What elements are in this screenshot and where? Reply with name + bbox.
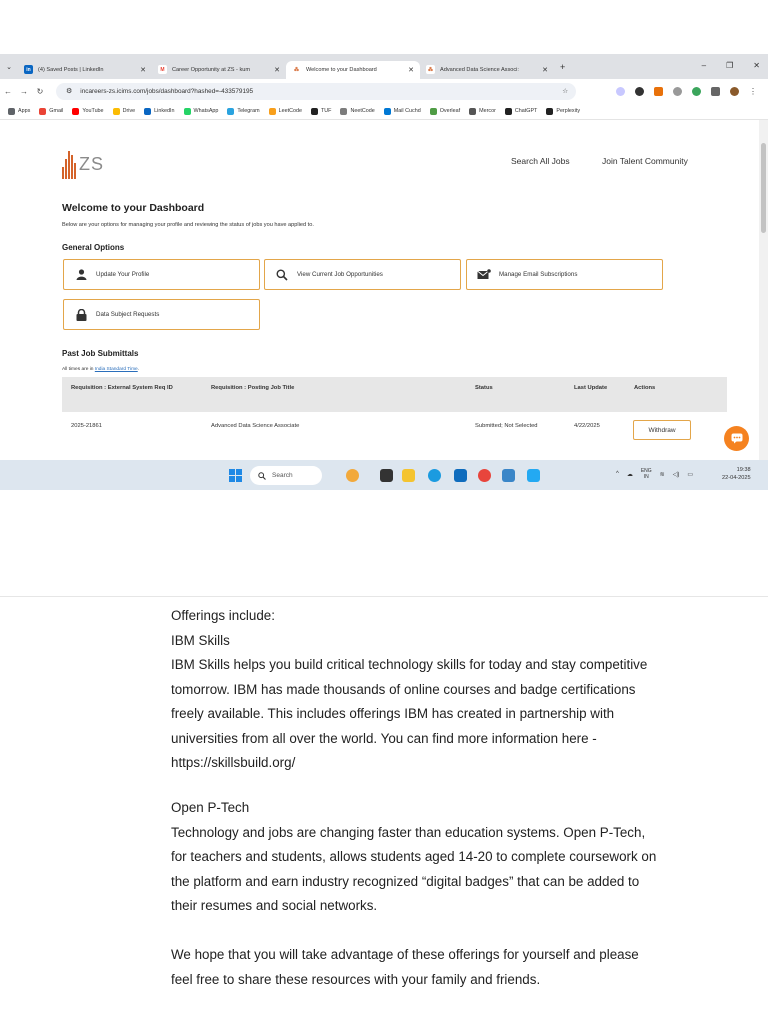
region-text: IN	[643, 474, 649, 480]
tab-label: Advanced Data Science Associ:	[440, 66, 519, 73]
column-job-title: Requisition : Posting Job Title	[211, 385, 295, 391]
bookmark-favicon-icon	[269, 108, 276, 115]
lang-text: ENG	[640, 468, 652, 474]
tab-label: (4) Saved Posts | LinkedIn	[38, 66, 104, 73]
close-icon[interactable]: ✕	[140, 66, 146, 74]
email-text-line: for teachers and students, allows students aged 14-20 to complete coursework on	[171, 849, 657, 864]
bookmark-favicon-icon	[505, 108, 512, 115]
bookmark-label: LeetCode	[278, 108, 302, 114]
bookmark-label: Perplexity	[556, 108, 581, 114]
widgets-icon[interactable]	[346, 469, 359, 482]
bookmark-tuf[interactable]	[311, 108, 331, 115]
close-icon[interactable]: ✕	[408, 66, 414, 74]
withdraw-button[interactable]: Withdraw	[633, 420, 691, 440]
chrome-icon[interactable]	[478, 469, 491, 482]
bookmark-label: LinkedIn	[154, 108, 175, 114]
bookmark-mercor[interactable]	[469, 108, 496, 115]
timezone-link[interactable]: India Standard Time	[94, 367, 138, 372]
restore-icon[interactable]: ❐	[726, 61, 734, 70]
bookmark-favicon-icon	[430, 108, 437, 115]
taskbar-search-label: Search	[272, 472, 293, 479]
search-icon	[258, 472, 266, 480]
email-text-line: Offerings include:	[171, 608, 275, 623]
bookmark-label: TUF	[320, 108, 332, 114]
general-options-heading: General Options	[62, 243, 125, 252]
extension-icon[interactable]	[616, 87, 625, 96]
tz-prefix: All times are in	[62, 367, 95, 372]
bookmark-chatgpt[interactable]	[505, 108, 537, 115]
data-subject-requests-button[interactable]	[63, 299, 260, 330]
email-text-line: freely available. This includes offerings IBM has created in partnership with	[171, 706, 615, 721]
volume-icon[interactable]: ◁)	[672, 471, 680, 478]
bookmark-drive[interactable]	[113, 108, 136, 115]
option-label: Data Subject Requests	[96, 311, 160, 318]
update-profile-button[interactable]	[63, 259, 260, 290]
bookmark-favicon-icon	[39, 108, 46, 115]
extension-icon[interactable]	[673, 87, 682, 96]
skillsbuild-link[interactable]: https://skillsbuild.org/	[171, 755, 296, 770]
clock-date: 22-04-2025	[722, 474, 751, 481]
page-scrollbar[interactable]	[759, 120, 768, 460]
scrollbar-thumb[interactable]	[761, 143, 766, 233]
past-submittals-heading: Past Job Submittals	[62, 349, 139, 358]
bookmark-whatsapp[interactable]	[184, 108, 219, 115]
bookmark-favicon-icon	[546, 108, 553, 115]
bookmark-label: ChatGPT	[514, 108, 538, 114]
join-talent-community-link[interactable]: Join Talent Community	[602, 156, 688, 166]
tab-label: Career Opportunity at ZS - kum	[172, 66, 251, 73]
bookmark-favicon-icon	[144, 108, 151, 115]
timezone-note	[62, 367, 139, 372]
gmail-icon: M	[158, 65, 167, 74]
user-icon	[74, 269, 88, 280]
bookmark-apps[interactable]	[8, 108, 30, 115]
email-text-line: the platform and earn industry recognized “digital badges” that can be added to	[171, 873, 640, 889]
manage-email-button[interactable]	[466, 259, 663, 290]
tab-linkedin[interactable]	[18, 61, 152, 79]
zs-logo[interactable]	[62, 149, 104, 179]
menu-kebab-icon[interactable]: ⋮	[749, 86, 757, 96]
bookmark-mail-cuchd[interactable]	[384, 108, 421, 115]
close-icon[interactable]: ✕	[542, 66, 548, 74]
row-status: Submitted; Not Selected	[475, 423, 538, 429]
close-icon[interactable]: ✕	[274, 66, 280, 74]
bookmark-favicon-icon	[72, 108, 79, 115]
zs-favicon-icon: ⁂	[294, 66, 299, 73]
email-text-line: universities from all over the world. You can find more information here -	[171, 730, 597, 746]
url-text: incareers-zs.icims.com/jobs/dashboard?hashed=-433579195	[80, 87, 254, 95]
extension-icon[interactable]	[654, 87, 663, 96]
email-text-line: feel free to share these resources with your family and friends.	[171, 971, 541, 987]
bookmark-neetcode[interactable]	[340, 108, 374, 115]
option-label: Update Your Profile	[96, 271, 150, 278]
app-icon[interactable]	[502, 469, 515, 482]
bookmark-label: Telegram	[237, 108, 260, 114]
wifi-icon[interactable]: ≋	[659, 471, 665, 478]
row-job-title: Advanced Data Science Associate	[211, 423, 300, 429]
bookmark-overleaf[interactable]	[430, 108, 460, 115]
language-indicator[interactable]	[641, 468, 652, 480]
bookmark-label: Mail Cuchd	[393, 108, 421, 114]
task-view-icon[interactable]	[380, 469, 393, 482]
email-text-line: Open P-Tech	[171, 800, 250, 815]
bookmark-favicon-icon	[8, 108, 15, 115]
bookmark-favicon-icon	[184, 108, 191, 115]
minimize-icon[interactable]: –	[701, 61, 707, 70]
windows-start-icon[interactable]	[229, 469, 242, 482]
chat-widget-button[interactable]	[724, 426, 749, 451]
email-text-line: IBM Skills	[171, 632, 230, 648]
system-tray	[616, 468, 693, 480]
option-label: Manage Email Subscriptions	[499, 271, 578, 278]
submittals-table-header	[62, 377, 727, 412]
tab-bar	[0, 54, 768, 79]
extensions	[616, 87, 757, 96]
chevron-up-icon[interactable]: ^	[616, 471, 619, 477]
email-text-line: tomorrow. IBM has made thousands of online courses and badge certifications	[171, 681, 636, 697]
bookmark-favicon-icon	[340, 108, 347, 115]
tab-advanced-ds[interactable]	[420, 61, 554, 79]
bookmark-perplexity[interactable]	[546, 108, 580, 115]
tab-dashboard[interactable]	[286, 61, 420, 79]
row-last-update: 4/22/2025	[574, 423, 600, 429]
bookmark-gmail[interactable]	[39, 108, 63, 115]
system-clock[interactable]	[722, 467, 751, 483]
tab-search-icon[interactable]: ⌄	[6, 63, 12, 71]
new-tab-button[interactable]: +	[560, 61, 566, 72]
page-title: Welcome to your Dashboard	[62, 202, 205, 214]
address-bar-row	[0, 79, 768, 103]
forward-icon[interactable]: →	[20, 86, 28, 96]
bookmark-favicon-icon	[227, 108, 234, 115]
bookmarks-bar	[0, 103, 768, 120]
bookmark-label: Overleaf	[439, 108, 461, 114]
battery-icon[interactable]: ▭	[687, 471, 693, 478]
screenshot-frame	[0, 54, 768, 490]
zs-logo-mark	[62, 149, 76, 179]
row-req-id: 2025-21861	[71, 423, 102, 429]
back-icon[interactable]: ←	[4, 86, 12, 96]
bookmark-label: Drive	[122, 108, 136, 114]
mail-icon	[477, 269, 491, 280]
extensions-puzzle-icon[interactable]	[711, 87, 720, 96]
extension-icon[interactable]	[635, 87, 644, 96]
column-req-id: Requisition : External System Req ID	[71, 385, 173, 391]
column-actions: Actions	[634, 385, 656, 391]
column-last-update: Last Update	[574, 385, 608, 391]
vscode-icon[interactable]	[527, 469, 540, 482]
linkedin-icon: in	[24, 65, 33, 74]
outlook-icon[interactable]	[454, 469, 467, 482]
file-explorer-icon[interactable]	[402, 469, 415, 482]
site-info-icon[interactable]: ⚙	[66, 88, 73, 95]
bookmark-linkedin[interactable]	[144, 108, 174, 115]
bookmark-favicon-icon	[113, 108, 120, 115]
bookmark-label: Gmail	[49, 108, 64, 114]
tray-app-icon[interactable]: ☁	[626, 471, 633, 478]
view-jobs-button[interactable]	[264, 259, 461, 290]
bookmark-label: Apps	[18, 108, 31, 114]
tab-label: Welcome to your Dashboard	[306, 66, 377, 73]
extension-icon[interactable]	[692, 87, 701, 96]
zs-logo-text: ZS	[78, 153, 104, 174]
search-icon	[275, 269, 289, 281]
email-text-line: their resumes and social networks.	[171, 898, 378, 913]
tab-career-opportunity[interactable]	[152, 61, 286, 79]
bookmark-label: Mercor	[479, 108, 496, 114]
option-label: View Current Job Opportunities	[297, 271, 383, 278]
windows-taskbar	[0, 460, 768, 490]
column-status: Status	[475, 385, 493, 391]
bookmark-youtube[interactable]	[72, 108, 103, 115]
bookmark-favicon-icon	[469, 108, 476, 115]
search-all-jobs-link[interactable]: Search All Jobs	[511, 156, 570, 166]
bookmark-favicon-icon	[384, 108, 391, 115]
bookmark-star-icon[interactable]: ☆	[562, 88, 568, 95]
edge-icon[interactable]	[428, 469, 441, 482]
bookmark-label: WhatsApp	[193, 108, 219, 114]
intro-text: Below are your options for managing your profile and reviewing the status of jobs you have applied to.	[62, 222, 314, 228]
tz-suffix: .	[137, 367, 140, 372]
bookmark-telegram[interactable]	[227, 108, 259, 115]
zs-favicon-icon: ⁂	[428, 66, 433, 73]
clock-time: 19:38	[736, 467, 751, 473]
email-text-line: Technology and jobs are changing faster than education systems. Open P-Tech,	[171, 824, 646, 840]
email-text-line: We hope that you will take advantage of these offerings for yourself and please	[171, 947, 639, 962]
section-divider	[0, 596, 768, 597]
chat-icon	[731, 433, 743, 444]
taskbar-search[interactable]	[250, 466, 322, 485]
bookmark-favicon-icon	[311, 108, 318, 115]
bookmark-leetcode[interactable]	[269, 108, 302, 115]
profile-avatar[interactable]	[730, 87, 739, 96]
bookmark-label: NeetCode	[350, 108, 375, 114]
url-bar[interactable]	[56, 83, 576, 100]
bookmark-label: YouTube	[82, 108, 104, 114]
close-window-icon[interactable]: ✕	[753, 61, 760, 70]
email-text-line: IBM Skills helps you build critical technology skills for today and stay competitive	[171, 657, 648, 672]
reload-icon[interactable]: ↻	[36, 86, 44, 96]
lock-icon	[74, 309, 88, 321]
